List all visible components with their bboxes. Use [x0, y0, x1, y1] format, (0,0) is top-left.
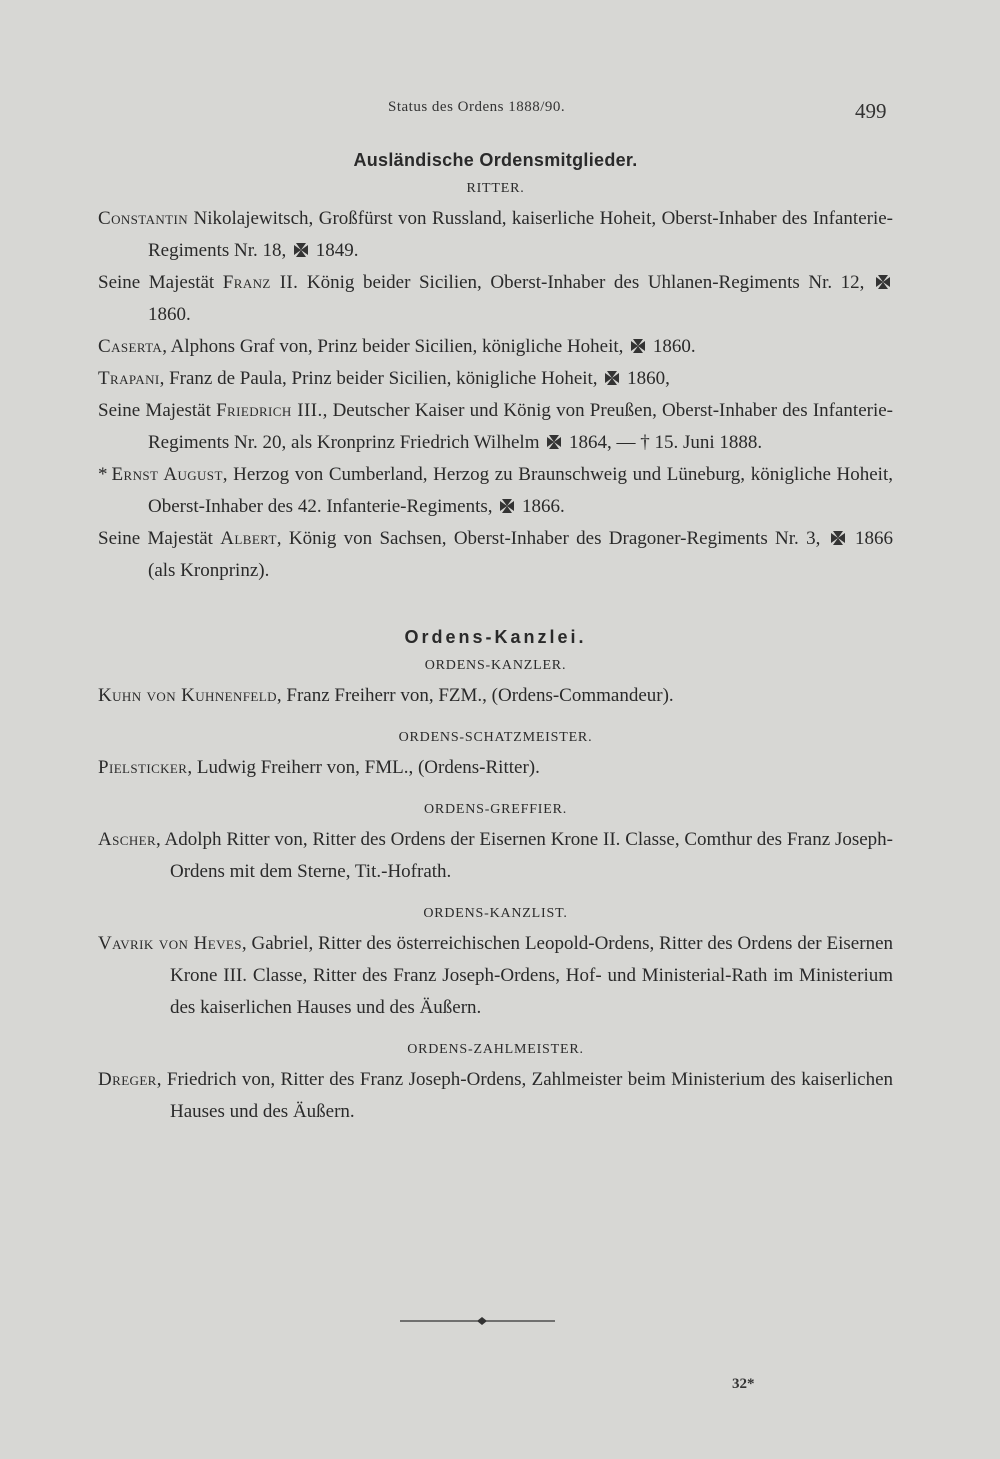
member-name: Albert [220, 528, 277, 549]
entry-prefix: Seine Majestät [98, 528, 221, 549]
chancery-office [98, 658, 893, 712]
chancery-office [98, 802, 893, 888]
officer-name: Ascher [98, 829, 157, 850]
member-entry [98, 523, 893, 587]
foreign-members-list [98, 203, 893, 587]
entry-text: König beider Sicilien, Oberst-Inhaber des Uhlanen-Regiments Nr. 12, [298, 272, 873, 293]
diamond-rule-icon [400, 1316, 555, 1326]
chancery-office [98, 906, 893, 1024]
office-heading: ORDENS-SCHATZMEISTER. [398, 730, 593, 745]
sheet-signature: 32* [732, 1376, 755, 1392]
maltese-cross-icon [830, 530, 846, 546]
member-entry [98, 331, 893, 363]
entry-text: , Friedrich von, Ritter des Franz Joseph-Ordens, Zahlmeister beim Ministerium des kaiserlichen Hauses und des Äußern. [156, 1069, 893, 1122]
member-entry [98, 459, 893, 523]
maltese-cross-icon [499, 498, 515, 514]
maltese-cross-icon [293, 242, 309, 258]
officer-name: Pielsticker [98, 757, 188, 778]
chancery-list [98, 658, 893, 1128]
entry-prefix: Seine Majestät [98, 272, 223, 293]
maltese-cross-icon [875, 274, 891, 290]
entry-date: 1866 (als Kronprinz). [148, 528, 894, 581]
entry-text: , König von Sachsen, Oberst-Inhaber des Dragoner-Regiments Nr. 3, [276, 528, 828, 549]
member-name: Trapani [98, 368, 160, 389]
member-name: Friedrich III. [216, 400, 323, 421]
entry-date: 1860, [622, 368, 670, 389]
entry-text: , Ludwig Freiherr von, FML., (Ordens-Ritter). [187, 757, 540, 778]
entry-text: , Franz de Paula, Prinz beider Sicilien, königliche Hoheit, [159, 368, 603, 389]
subheading-ritter: RITTER. [466, 181, 525, 196]
running-header: Status des Ordens 1888/90. [388, 99, 566, 115]
chancery-office [98, 1042, 893, 1128]
member-name: Caserta [98, 336, 163, 357]
office-heading: ORDENS-GREFFIER. [423, 802, 568, 817]
officer-entry [98, 824, 893, 888]
maltese-cross-icon [630, 338, 646, 354]
entry-text: , Gabriel, Ritter des österreichischen Leopold-Ordens, Ritter des Ordens der Eisernen Krone III. Classe, Ritter des Franz Joseph-Ordens, Hof- und Ministerial-Rath im Ministerium des kaiserlichen Hauses und des Äußern. [170, 933, 893, 1018]
entry-text: Nikolajewitsch, Großfürst von Russland, kaiserliche Hoheit, Oberst-Inhaber des Infanterie-Regiments Nr. 18, [148, 208, 893, 261]
officer-entry [98, 928, 893, 1024]
entry-date: 1866. [517, 496, 565, 517]
officer-entry [98, 752, 893, 784]
footnote-marker: * [98, 464, 108, 485]
maltese-cross-icon [604, 370, 620, 386]
member-name: Constantin [98, 208, 189, 229]
entry-date: 1849. [311, 240, 359, 261]
member-name: Franz II. [222, 272, 299, 293]
office-heading: ORDENS-KANZLER. [424, 658, 567, 673]
entry-date: 1860. [148, 304, 191, 325]
officer-entry [98, 1064, 893, 1128]
member-entry [98, 267, 893, 331]
entry-text: , Franz Freiherr von, FZM., (Ordens-Commandeur). [276, 685, 674, 706]
entry-text: , Herzog von Cumberland, Herzog zu Braunschweig und Lüneburg, königliche Hoheit, Oberst-Inhaber des 42. Infanterie-Regiments, [148, 464, 893, 517]
member-entry [98, 203, 893, 267]
officer-name: Vavrik von Heves [98, 933, 242, 954]
officer-name: Dreger [98, 1069, 157, 1090]
member-entry [98, 363, 893, 395]
page-number: 499 [855, 99, 887, 123]
entry-text: , Adolph Ritter von, Ritter des Ordens der Eisernen Krone II. Classe, Comthur des Franz Joseph-Ordens mit dem Sterne, Tit.-Hofrath. [156, 829, 893, 882]
office-heading: ORDENS-ZAHLMEISTER. [407, 1042, 584, 1057]
officer-name: Kuhn von Kuhnenfeld [98, 685, 277, 706]
member-entry [98, 395, 893, 459]
section-title-foreign: Ausländische Ordensmitglieder. [353, 150, 638, 170]
entry-text: , Deutscher Kaiser und König von Preußen, Oberst-Inhaber des Infanterie-Regiments Nr. 20, als Kronprinz Friedrich Wilhelm [148, 400, 893, 453]
entry-prefix: Seine Majestät [98, 400, 217, 421]
maltese-cross-icon [546, 434, 562, 450]
section-title-chancery: Ordens-Kanzlei. [404, 627, 587, 647]
chancery-office [98, 730, 893, 784]
entry-text: , Alphons Graf von, Prinz beider Sicilien, königliche Hoheit, [162, 336, 629, 357]
office-heading: ORDENS-KANZLIST. [423, 906, 568, 921]
member-name: Ernst August [111, 464, 223, 485]
entry-date: 1860. [648, 336, 696, 357]
entry-date: 1864, — † 15. Juni 1888. [564, 432, 763, 453]
officer-entry [98, 680, 893, 712]
page-content [98, 150, 893, 1146]
